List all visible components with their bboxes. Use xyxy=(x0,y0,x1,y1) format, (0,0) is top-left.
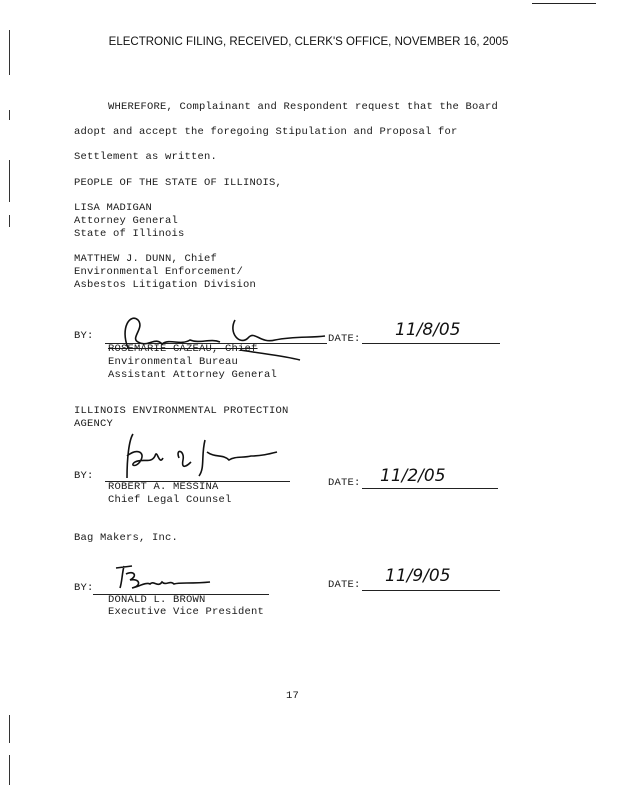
date-label: DATE: xyxy=(328,579,361,591)
signer-name: DONALD L. BROWN xyxy=(108,594,206,606)
left-edge-mark xyxy=(9,755,10,785)
left-edge-mark xyxy=(9,715,10,743)
handwritten-date: 11/8/05 xyxy=(395,320,461,340)
left-edge-mark xyxy=(9,160,10,202)
attorney-general-state: State of Illinois xyxy=(74,228,185,240)
party-name: AGENCY xyxy=(74,418,114,430)
chief-name: MATTHEW J. DUNN, Chief xyxy=(74,253,218,265)
by-label: BY: xyxy=(74,582,94,594)
signature-messina xyxy=(115,428,285,483)
chief-division: Environmental Enforcement/ xyxy=(74,266,244,278)
signer-title: Chief Legal Counsel xyxy=(108,494,232,506)
date-label: DATE: xyxy=(328,477,361,489)
handwritten-date: 11/2/05 xyxy=(380,466,446,486)
signer-name: ROSEMARIE CAZEAU, Chief xyxy=(108,343,258,355)
signer-title: Executive Vice President xyxy=(108,606,265,618)
chief-division: Asbestos Litigation Division xyxy=(74,279,257,291)
attorney-general-title: Attorney General xyxy=(74,215,179,227)
paragraph-line: WHEREFORE, Complainant and Respondent request that the Board xyxy=(108,101,499,113)
party-name: Bag Makers, Inc. xyxy=(74,532,179,544)
signer-title: Environmental Bureau xyxy=(108,356,239,368)
by-label: BY: xyxy=(74,330,94,342)
left-edge-mark xyxy=(9,110,10,120)
date-line xyxy=(362,343,500,344)
top-edge-mark xyxy=(532,3,596,4)
date-label: DATE: xyxy=(328,333,361,345)
paragraph-line: adopt and accept the foregoing Stipulation and Proposal for xyxy=(74,126,458,138)
signer-title: Assistant Attorney General xyxy=(108,369,278,381)
page-number: 17 xyxy=(286,690,300,702)
filing-header: ELECTRONIC FILING, RECEIVED, CLERK'S OFFICE, NOVEMBER 16, 2005 xyxy=(108,36,509,48)
signature-brown xyxy=(110,560,220,594)
party-name: ILLINOIS ENVIRONMENTAL PROTECTION xyxy=(74,405,289,417)
attorney-general-name: LISA MADIGAN xyxy=(74,202,153,214)
date-line xyxy=(362,488,498,489)
paragraph-line: Settlement as written. xyxy=(74,151,218,163)
date-line xyxy=(362,590,500,591)
by-label: BY: xyxy=(74,470,94,482)
handwritten-date: 11/9/05 xyxy=(385,566,451,586)
signer-name: ROBERT A. MESSINA xyxy=(108,481,219,493)
party-name: PEOPLE OF THE STATE OF ILLINOIS, xyxy=(74,177,283,189)
left-edge-mark xyxy=(9,215,10,227)
